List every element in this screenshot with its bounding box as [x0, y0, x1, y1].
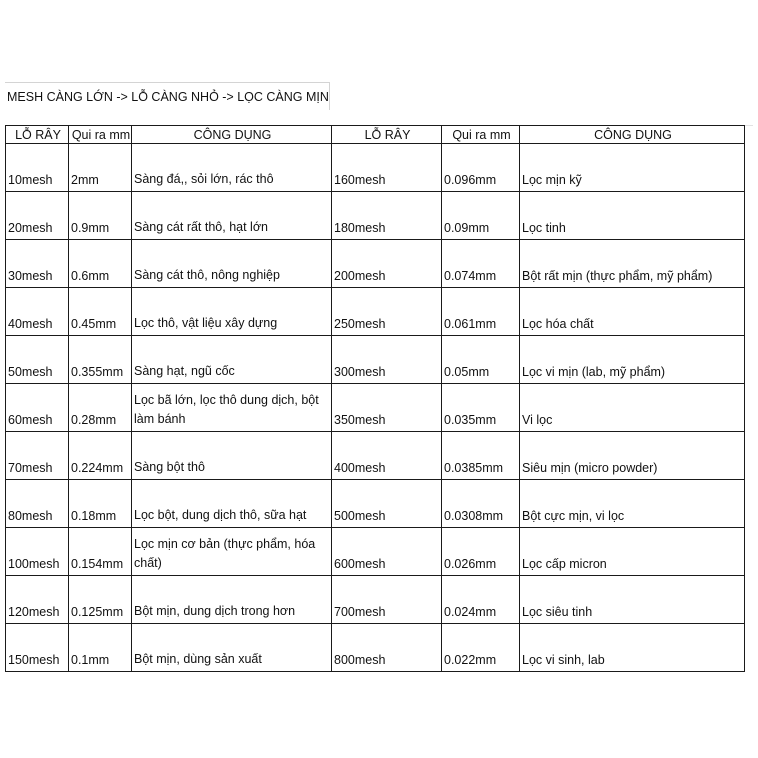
table-row [6, 576, 745, 624]
table-cell[interactable]: 800mesh [332, 624, 442, 672]
table-cell[interactable]: Lọc siêu tinh [520, 576, 745, 624]
table-row [6, 432, 745, 480]
table-cell[interactable]: 50mesh [6, 336, 69, 384]
table-row [6, 240, 745, 288]
table-cell[interactable]: 0.125mm [69, 576, 132, 624]
table-cell[interactable]: 350mesh [332, 384, 442, 432]
table-cell[interactable]: 2mm [69, 144, 132, 192]
table-cell[interactable]: Bột mịn, dùng sản xuất [132, 624, 332, 672]
table-cell[interactable]: Siêu mịn (micro powder) [520, 432, 745, 480]
table-cell[interactable]: Sàng đá,, sỏi lớn, rác thô [132, 144, 332, 192]
header-cell[interactable]: Qui ra mm [442, 126, 520, 144]
table-cell[interactable]: Lọc mịn kỹ [520, 144, 745, 192]
table-cell[interactable]: 0.28mm [69, 384, 132, 432]
table-cell[interactable]: Lọc vi sinh, lab [520, 624, 745, 672]
table-cell[interactable]: 40mesh [6, 288, 69, 336]
table-cell[interactable]: 200mesh [332, 240, 442, 288]
header-cell[interactable]: LỖ RÂY [6, 126, 69, 144]
table-cell[interactable]: Lọc hóa chất [520, 288, 745, 336]
table-cell[interactable]: Sàng cát thô, nông nghiệp [132, 240, 332, 288]
table-cell[interactable]: Lọc bã lớn, lọc thô dung dịch, bột làm bánh [132, 384, 332, 432]
table-cell[interactable]: 180mesh [332, 192, 442, 240]
table-cell[interactable]: 300mesh [332, 336, 442, 384]
table-cell[interactable]: 0.224mm [69, 432, 132, 480]
table-cell[interactable]: 0.022mm [442, 624, 520, 672]
table-cell[interactable]: 600mesh [332, 528, 442, 576]
table-cell[interactable]: 160mesh [332, 144, 442, 192]
table-cell[interactable]: Lọc cấp micron [520, 528, 745, 576]
table-cell[interactable]: Sàng bột thô [132, 432, 332, 480]
table-cell[interactable]: 0.154mm [69, 528, 132, 576]
table-cell[interactable]: 0.0308mm [442, 480, 520, 528]
header-cell[interactable]: CÔNG DỤNG [132, 126, 332, 144]
table-cell[interactable]: 0.09mm [442, 192, 520, 240]
table-cell[interactable]: Vi lọc [520, 384, 745, 432]
table-cell[interactable]: 60mesh [6, 384, 69, 432]
mesh-table [5, 125, 745, 672]
table-row [6, 384, 745, 432]
header-cell[interactable]: Qui ra mm [69, 126, 132, 144]
table-cell[interactable]: Lọc thô, vật liệu xây dựng [132, 288, 332, 336]
table-cell[interactable]: 0.096mm [442, 144, 520, 192]
table-cell[interactable]: 0.061mm [442, 288, 520, 336]
table-cell[interactable]: 500mesh [332, 480, 442, 528]
table-cell[interactable]: 0.1mm [69, 624, 132, 672]
table-cell[interactable]: 0.0385mm [442, 432, 520, 480]
table-cell[interactable]: Bột rất mịn (thực phẩm, mỹ phẩm) [520, 240, 745, 288]
empty-row [5, 110, 753, 126]
table-row [6, 288, 745, 336]
table-cell[interactable]: Sàng cát rất thô, hạt lớn [132, 192, 332, 240]
table-cell[interactable]: 70mesh [6, 432, 69, 480]
table-cell[interactable]: Lọc mịn cơ bản (thực phẩm, hóa chất) [132, 528, 332, 576]
table-cell[interactable]: Lọc tinh [520, 192, 745, 240]
table-cell[interactable]: 20mesh [6, 192, 69, 240]
table-cell[interactable]: 80mesh [6, 480, 69, 528]
table-cell[interactable]: 0.6mm [69, 240, 132, 288]
table-cell[interactable]: 10mesh [6, 144, 69, 192]
header-cell[interactable]: LỖ RÂY [332, 126, 442, 144]
sheet-title[interactable]: MESH CÀNG LỚN -> LỖ CÀNG NHỎ -> LỌC CÀNG MỊN [5, 82, 330, 110]
table-cell[interactable]: 0.9mm [69, 192, 132, 240]
table-cell[interactable]: 700mesh [332, 576, 442, 624]
table-cell[interactable]: 0.074mm [442, 240, 520, 288]
spreadsheet [5, 82, 753, 678]
table-cell[interactable]: 0.035mm [442, 384, 520, 432]
table-cell[interactable]: 30mesh [6, 240, 69, 288]
table-row [6, 144, 745, 192]
header-row [6, 126, 745, 144]
table-cell[interactable]: 100mesh [6, 528, 69, 576]
table-cell[interactable]: 150mesh [6, 624, 69, 672]
table-cell[interactable]: Sàng hạt, ngũ cốc [132, 336, 332, 384]
table-cell[interactable]: Bột mịn, dung dịch trong hơn [132, 576, 332, 624]
table-cell[interactable]: 0.026mm [442, 528, 520, 576]
table-cell[interactable]: 400mesh [332, 432, 442, 480]
table-cell[interactable]: 250mesh [332, 288, 442, 336]
table-row [6, 624, 745, 672]
table-row [6, 192, 745, 240]
table-cell[interactable]: 0.05mm [442, 336, 520, 384]
table-row [6, 336, 745, 384]
table-cell[interactable]: 120mesh [6, 576, 69, 624]
table-cell[interactable]: Bột cực mịn, vi lọc [520, 480, 745, 528]
table-cell[interactable]: Lọc vi mịn (lab, mỹ phẩm) [520, 336, 745, 384]
table-cell[interactable]: 0.45mm [69, 288, 132, 336]
header-cell[interactable]: CÔNG DỤNG [520, 126, 745, 144]
table-cell[interactable]: Lọc bột, dung dịch thô, sữa hạt [132, 480, 332, 528]
table-row [6, 528, 745, 576]
table-cell[interactable]: 0.355mm [69, 336, 132, 384]
table-row [6, 480, 745, 528]
table-cell[interactable]: 0.18mm [69, 480, 132, 528]
table-cell[interactable]: 0.024mm [442, 576, 520, 624]
